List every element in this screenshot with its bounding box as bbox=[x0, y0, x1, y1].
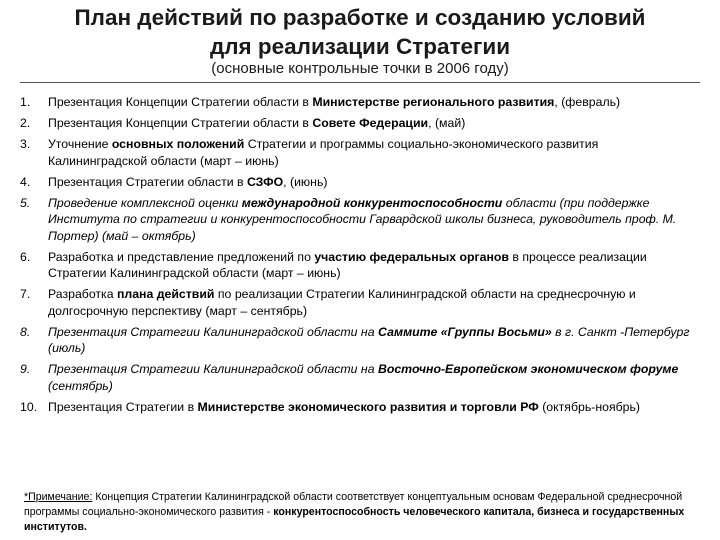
item-text: Презентация Концепции Стратегии области в bbox=[48, 95, 313, 109]
item-text: Проведение комплексной оценки bbox=[48, 195, 242, 210]
item-highlight: Совете Федерации bbox=[312, 116, 429, 130]
item-text-end: (сентябрь) bbox=[48, 378, 113, 393]
list-item bbox=[20, 195, 700, 245]
list-item bbox=[20, 361, 700, 394]
item-text-end: (октябрь-ноябрь) bbox=[538, 399, 641, 414]
item-text-end: по реализации Стратегии Калининградской области на среднесрочную и долгосрочную перспективу (март – сентябрь) bbox=[48, 287, 636, 318]
item-text: Презентация Стратегии в bbox=[48, 399, 198, 414]
item-text: Презентация Концепции Стратегии области в bbox=[48, 116, 313, 130]
item-number: 6. bbox=[20, 249, 31, 264]
item-text: Уточнение bbox=[48, 137, 112, 151]
item-number: 4. bbox=[20, 174, 31, 189]
item-highlight: Министерстве экономического развития и торговли РФ bbox=[197, 399, 539, 414]
item-highlight: международной конкурентоспособности bbox=[241, 195, 503, 210]
item-number: 8. bbox=[20, 324, 31, 339]
list-item bbox=[20, 115, 700, 132]
footnote-highlight: конкурентоспособность человеческого капитала, бизнеса и государственных институтов. bbox=[24, 506, 685, 533]
item-text: Презентация Стратегии Калининградской области на bbox=[48, 324, 378, 339]
item-highlight: Саммите «Группы Восьми» bbox=[377, 324, 552, 339]
item-highlight: СЗФО bbox=[246, 174, 284, 189]
divider bbox=[20, 82, 700, 83]
item-highlight: участию федеральных органов bbox=[314, 249, 509, 264]
item-text: Презентация Стратегии области в bbox=[48, 174, 247, 189]
item-number: 10. bbox=[20, 399, 38, 414]
item-text: Разработка bbox=[48, 287, 117, 301]
item-text-end: , (февраль) bbox=[554, 95, 621, 109]
footnote-label: *Примечание: bbox=[24, 491, 93, 503]
item-number: 3. bbox=[20, 137, 31, 151]
item-number: 1. bbox=[20, 95, 31, 109]
item-number: 5. bbox=[20, 195, 31, 210]
item-highlight: плана действий bbox=[116, 287, 215, 301]
item-number: 2. bbox=[20, 116, 31, 130]
item-number: 7. bbox=[20, 287, 31, 301]
item-text-end: , (июнь) bbox=[283, 174, 328, 189]
page-title bbox=[20, 3, 700, 61]
footnote bbox=[24, 490, 694, 535]
item-highlight: Восточно-Европейском экономическом форуме bbox=[377, 362, 679, 376]
item-text: Презентация Стратегии Калининградской области на bbox=[48, 362, 378, 376]
list-item bbox=[20, 174, 700, 191]
title-line-2: для реализации Стратегии bbox=[209, 34, 511, 59]
list-item bbox=[20, 94, 700, 111]
milestone-list bbox=[20, 94, 700, 420]
page-subtitle: (основные контрольные точки в 2006 году) bbox=[211, 60, 509, 77]
item-text-end: области (при поддержке Института по стратегии и конкурентоспособности Гарвардской школы бизнеса, руководитель проф. М. Портер) (май – октябрь) bbox=[48, 195, 677, 243]
list-item bbox=[20, 249, 700, 282]
list-item bbox=[20, 286, 700, 319]
list-item bbox=[20, 136, 700, 169]
item-highlight: основных положений bbox=[111, 137, 245, 151]
list-item bbox=[20, 399, 700, 416]
item-text-end: в процессе реализации Стратегии Калининградской области (март – июнь) bbox=[48, 249, 647, 280]
item-text: Разработка и представление предложений по bbox=[48, 249, 315, 264]
item-text-end: Стратегии и программы социально-экономического развития Калининградской области (март – июнь) bbox=[48, 137, 599, 168]
footnote-text: Концепция Стратегии Калининградской области соответствует концептуальным основам Федеральной среднесрочной программы социально-экономического развития - bbox=[24, 491, 683, 518]
title-line-1: План действий по разработке и созданию условий bbox=[74, 5, 646, 30]
item-number: 9. bbox=[20, 362, 31, 376]
item-text-end: , (май) bbox=[428, 116, 466, 130]
item-text-end: в г. Санкт -Петербург (июль) bbox=[48, 324, 690, 355]
list-item bbox=[20, 324, 700, 357]
item-highlight: Министерстве регионального развития bbox=[312, 95, 555, 109]
